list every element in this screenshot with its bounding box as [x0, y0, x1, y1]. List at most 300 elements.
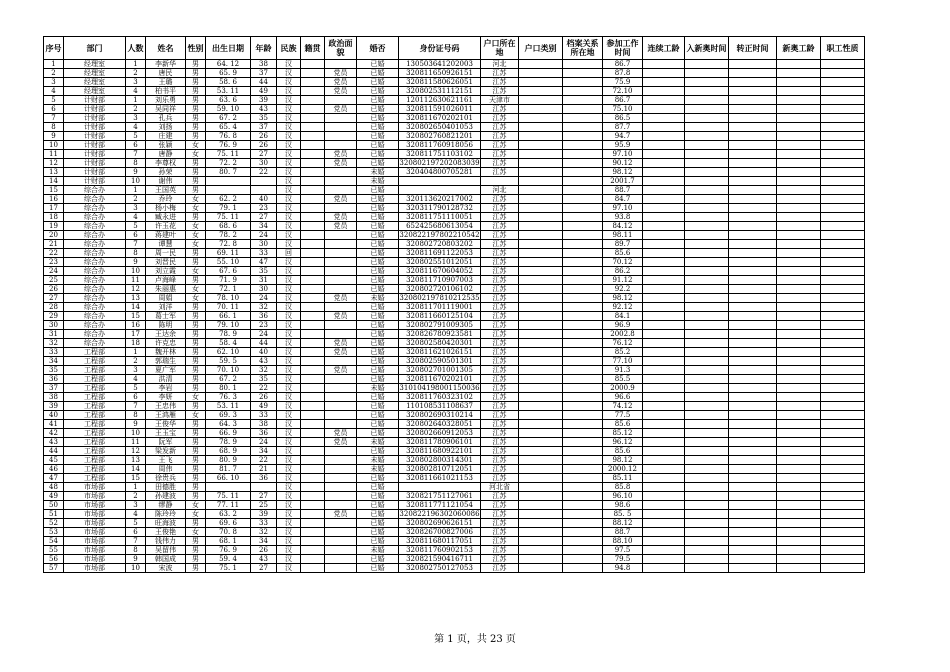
table-cell: 38: [44, 393, 64, 402]
table-cell: [301, 195, 325, 204]
table-cell: 85.6: [603, 249, 643, 258]
table-cell: [519, 114, 563, 123]
table-cell: 江苏: [481, 141, 519, 150]
table-cell: 13: [44, 168, 64, 177]
table-cell: 69. 3: [206, 411, 251, 420]
table-cell: [301, 447, 325, 456]
table-cell: 34: [251, 447, 277, 456]
table-cell: 计财部: [64, 150, 126, 159]
table-cell: [685, 240, 729, 249]
table-cell: 27: [251, 213, 277, 222]
table-cell: 男: [186, 114, 206, 123]
table-row: [44, 195, 865, 204]
table-cell: [325, 285, 357, 294]
table-cell: [821, 528, 865, 537]
table-cell: [777, 204, 821, 213]
table-cell: 汉: [277, 276, 301, 285]
table-cell: [729, 312, 777, 321]
table-cell: [301, 474, 325, 483]
table-cell: [821, 339, 865, 348]
table-cell: 汉: [277, 141, 301, 150]
table-cell: 320802590501301: [399, 357, 481, 366]
table-cell: 34: [251, 222, 277, 231]
table-cell: 11: [44, 150, 64, 159]
table-cell: 652425680613054: [399, 222, 481, 231]
table-cell: 汉: [277, 438, 301, 447]
table-cell: [777, 510, 821, 519]
table-cell: [519, 483, 563, 492]
table-row: [44, 285, 865, 294]
table-cell: 汉: [277, 384, 301, 393]
table-cell: [685, 69, 729, 78]
table-cell: [325, 330, 357, 339]
table-cell: [729, 69, 777, 78]
table-cell: 320811670202101: [399, 114, 481, 123]
table-cell: [777, 276, 821, 285]
table-cell: 2: [126, 492, 146, 501]
table-cell: [519, 240, 563, 249]
table-cell: 汉: [277, 501, 301, 510]
table-cell: 2000.12: [603, 465, 643, 474]
table-cell: 女: [186, 222, 206, 231]
table-cell: 江苏: [481, 465, 519, 474]
table-cell: 33: [251, 411, 277, 420]
table-cell: 徐贵兵: [146, 474, 186, 483]
table-cell: [519, 366, 563, 375]
table-cell: [643, 222, 685, 231]
table-cell: 23: [44, 258, 64, 267]
table-cell: 江苏: [481, 285, 519, 294]
table-cell: 5: [126, 222, 146, 231]
table-cell: [301, 96, 325, 105]
table-cell: [729, 276, 777, 285]
table-cell: [821, 87, 865, 96]
table-cell: 5: [126, 519, 146, 528]
table-cell: 计财部: [64, 168, 126, 177]
table-cell: [325, 204, 357, 213]
table-cell: 9: [126, 420, 146, 429]
table-cell: 江苏: [481, 339, 519, 348]
table-cell: 汉: [277, 492, 301, 501]
table-row: [44, 357, 865, 366]
table-cell: 已婚: [357, 393, 399, 402]
table-cell: [563, 294, 603, 303]
table-cell: 59. 4: [206, 555, 251, 564]
table-cell: [729, 483, 777, 492]
table-cell: 320822196302060086: [399, 510, 480, 518]
table-cell: 综合办: [64, 258, 126, 267]
table-cell: 江苏: [481, 555, 519, 564]
table-cell: 16: [44, 195, 64, 204]
table-cell: 工程部: [64, 348, 126, 357]
table-cell: 97.10: [603, 150, 643, 159]
table-cell: 44: [251, 78, 277, 87]
table-cell: 已婚: [357, 60, 399, 69]
table-cell: [643, 168, 685, 177]
table-cell: [519, 87, 563, 96]
table-cell: [301, 555, 325, 564]
table-cell: [729, 213, 777, 222]
table-cell: 已婚: [357, 375, 399, 384]
table-cell: 79. 1: [206, 204, 251, 213]
table-cell: [821, 294, 865, 303]
table-cell: 2: [126, 105, 146, 114]
table-cell: [821, 123, 865, 132]
table-cell: 江苏: [481, 213, 519, 222]
table-cell: 市场部: [64, 528, 126, 537]
table-cell: 工程部: [64, 456, 126, 465]
table-row: [44, 294, 865, 303]
table-cell: 80. 7: [206, 168, 251, 177]
table-cell: [729, 285, 777, 294]
table-cell: [519, 321, 563, 330]
table-cell: 男: [186, 456, 206, 465]
table-cell: 320811751110051: [399, 213, 481, 222]
table-cell: 7: [44, 114, 64, 123]
table-cell: 男: [186, 492, 206, 501]
table-cell: [301, 456, 325, 465]
table-cell: [325, 357, 357, 366]
table-cell: 96.6: [603, 393, 643, 402]
table-cell: 阮军: [146, 438, 186, 447]
table-cell: [729, 537, 777, 546]
table-cell: 江苏: [481, 420, 519, 429]
table-cell: 50: [44, 501, 64, 510]
table-cell: 已婚: [357, 348, 399, 357]
column-header: 职工性质: [821, 37, 865, 60]
table-cell: 汉: [277, 420, 301, 429]
table-cell: 李妍: [146, 393, 186, 402]
table-cell: 25: [251, 501, 277, 510]
table-cell: [685, 564, 729, 573]
table-cell: 23: [251, 321, 277, 330]
table-cell: 39: [44, 402, 64, 411]
table-cell: [685, 384, 729, 393]
table-cell: [519, 105, 563, 114]
table-cell: 蒋建叶: [146, 231, 186, 240]
table-cell: 10: [126, 267, 146, 276]
table-cell: 男: [186, 474, 206, 483]
table-cell: 37: [251, 69, 277, 78]
table-row: [44, 447, 865, 456]
table-cell: [325, 519, 357, 528]
table-cell: 21: [251, 465, 277, 474]
table-cell: [325, 393, 357, 402]
table-cell: [685, 366, 729, 375]
table-cell: [685, 393, 729, 402]
table-cell: 68. 1: [206, 537, 251, 546]
table-cell: 12: [126, 447, 146, 456]
table-cell: 江苏: [481, 528, 519, 537]
table-row: [44, 348, 865, 357]
employee-roster-table: [43, 36, 865, 573]
table-cell: 17: [126, 330, 146, 339]
table-cell: 江苏: [481, 519, 519, 528]
table-cell: [821, 240, 865, 249]
table-cell: 已婚: [357, 222, 399, 231]
table-cell: 卢海峰: [146, 276, 186, 285]
table-cell: [777, 420, 821, 429]
table-cell: 刘立霞: [146, 267, 186, 276]
table-cell: [301, 186, 325, 195]
table-cell: 已婚: [357, 141, 399, 150]
table-cell: [251, 186, 277, 195]
table-cell: 9: [126, 258, 146, 267]
table-cell: 汉: [277, 150, 301, 159]
table-cell: [519, 303, 563, 312]
table-cell: [643, 69, 685, 78]
table-cell: 1: [126, 60, 146, 69]
table-cell: [729, 564, 777, 573]
table-row: [44, 339, 865, 348]
table-cell: [563, 204, 603, 213]
table-cell: 许克忠: [146, 339, 186, 348]
table-cell: [729, 231, 777, 240]
table-cell: [777, 483, 821, 492]
table-cell: [519, 348, 563, 357]
table-cell: 梁发新: [146, 447, 186, 456]
table-cell: 男: [186, 159, 206, 168]
table-cell: 汉: [277, 267, 301, 276]
table-cell: [685, 186, 729, 195]
column-header: 参加工作时间: [603, 37, 643, 60]
table-cell: 35: [251, 375, 277, 384]
table-cell: 男: [186, 348, 206, 357]
table-cell: 计财部: [64, 105, 126, 114]
table-cell: 320802197810212535: [399, 294, 480, 302]
table-cell: 孔兵: [146, 114, 186, 123]
table-cell: 综合办: [64, 222, 126, 231]
table-cell: 2: [44, 69, 64, 78]
table-cell: 33: [251, 519, 277, 528]
table-cell: 38: [251, 420, 277, 429]
table-cell: 24: [251, 294, 277, 303]
table-cell: [777, 330, 821, 339]
table-cell: 24: [251, 330, 277, 339]
table-cell: [777, 123, 821, 132]
table-cell: [777, 447, 821, 456]
table-cell: 87.8: [603, 69, 643, 78]
table-cell: 已婚: [357, 150, 399, 159]
table-cell: [777, 366, 821, 375]
table-row: [44, 177, 865, 186]
table-cell: 男: [186, 303, 206, 312]
table-cell: 92.2: [603, 285, 643, 294]
table-cell: 男: [186, 420, 206, 429]
table-cell: 40: [251, 195, 277, 204]
table-cell: 江苏: [481, 375, 519, 384]
table-cell: 工程部: [64, 402, 126, 411]
table-cell: 吴留伟: [146, 546, 186, 555]
table-cell: 综合办: [64, 231, 126, 240]
table-cell: 30: [44, 321, 64, 330]
table-cell: [301, 375, 325, 384]
table-cell: [729, 87, 777, 96]
table-cell: [399, 177, 481, 186]
table-cell: 已婚: [357, 321, 399, 330]
table-cell: 已婚: [357, 195, 399, 204]
table-cell: 76. 9: [206, 141, 251, 150]
table-cell: [325, 384, 357, 393]
table-cell: 7: [126, 150, 146, 159]
table-cell: 6: [126, 528, 146, 537]
table-cell: [519, 420, 563, 429]
table-cell: 汉: [277, 402, 301, 411]
table-cell: [519, 393, 563, 402]
table-cell: [729, 96, 777, 105]
table-cell: 女: [186, 267, 206, 276]
table-cell: [821, 177, 865, 186]
table-row: [44, 213, 865, 222]
table-cell: 88.7: [603, 186, 643, 195]
table-cell: 62. 10: [206, 348, 251, 357]
table-cell: 工程部: [64, 438, 126, 447]
table-cell: 10: [44, 141, 64, 150]
table-cell: 310104198001150036: [399, 384, 480, 392]
table-cell: 市场部: [64, 483, 126, 492]
table-cell: 葛士军: [146, 312, 186, 321]
table-cell: 91.12: [603, 276, 643, 285]
table-cell: 67. 2: [206, 375, 251, 384]
table-cell: [643, 213, 685, 222]
table-cell: 22: [44, 249, 64, 258]
table-cell: 43: [251, 357, 277, 366]
table-cell: 39: [251, 96, 277, 105]
table-cell: [563, 69, 603, 78]
table-cell: 97.10: [603, 204, 643, 213]
table-cell: 江苏: [481, 357, 519, 366]
table-cell: [821, 492, 865, 501]
table-cell: [777, 429, 821, 438]
table-cell: [685, 429, 729, 438]
table-cell: [729, 330, 777, 339]
table-cell: 女: [186, 510, 206, 519]
table-cell: 汉: [277, 555, 301, 564]
table-cell: 98.12: [603, 168, 643, 177]
table-cell: [729, 321, 777, 330]
table-cell: 综合办: [64, 276, 126, 285]
table-cell: 已婚: [357, 510, 399, 519]
table-row: [44, 87, 865, 96]
table-cell: [563, 402, 603, 411]
table-cell: 34: [251, 537, 277, 546]
table-cell: 26: [251, 141, 277, 150]
table-cell: 5: [126, 132, 146, 141]
table-cell: [643, 150, 685, 159]
table-cell: [777, 114, 821, 123]
table-cell: [685, 105, 729, 114]
table-cell: [821, 447, 865, 456]
table-cell: 1: [126, 348, 146, 357]
table-row: [44, 204, 865, 213]
table-cell: 综合办: [64, 339, 126, 348]
table-cell: 120112630621161: [399, 96, 481, 105]
table-cell: [301, 483, 325, 492]
table-row: [44, 159, 865, 168]
table-cell: 已婚: [357, 564, 399, 573]
table-cell: 21: [44, 240, 64, 249]
table-cell: 汉: [277, 69, 301, 78]
table-cell: 未婚: [357, 465, 399, 474]
table-cell: [643, 123, 685, 132]
table-row: [44, 132, 865, 141]
table-cell: [563, 411, 603, 420]
table-cell: 谭慧: [146, 240, 186, 249]
table-cell: [729, 465, 777, 474]
table-cell: 汉: [277, 528, 301, 537]
table-cell: 江苏: [481, 276, 519, 285]
table-cell: [729, 474, 777, 483]
table-cell: 江苏: [481, 150, 519, 159]
table-cell: [563, 105, 603, 114]
table-cell: [729, 204, 777, 213]
table-cell: 河北: [481, 186, 519, 195]
table-cell: [563, 555, 603, 564]
table-cell: 江苏: [481, 78, 519, 87]
table-cell: 15: [44, 186, 64, 195]
table-cell: 女: [186, 195, 206, 204]
table-cell: 未婚: [357, 456, 399, 465]
table-cell: 党员: [325, 222, 357, 231]
table-cell: 22: [251, 168, 277, 177]
table-cell: [301, 276, 325, 285]
table-cell: 汉: [277, 258, 301, 267]
table-cell: [777, 159, 821, 168]
table-cell: 汉: [277, 222, 301, 231]
table-cell: [685, 528, 729, 537]
table-cell: 31: [44, 330, 64, 339]
table-cell: 7: [126, 240, 146, 249]
table-cell: 320802197202083039: [399, 159, 480, 167]
table-cell: 43: [251, 105, 277, 114]
table-cell: 320811710907003: [399, 276, 481, 285]
table-cell: 柏书平: [146, 87, 186, 96]
table-cell: 130503641202003: [399, 60, 481, 69]
table-cell: 已婚: [357, 249, 399, 258]
table-cell: 旺海波: [146, 519, 186, 528]
table-cell: 综合办: [64, 195, 126, 204]
table-cell: [325, 537, 357, 546]
table-cell: [519, 411, 563, 420]
table-cell: 35: [251, 114, 277, 123]
table-cell: [301, 123, 325, 132]
table-cell: [643, 501, 685, 510]
table-cell: 320802720106102: [399, 285, 481, 294]
table-cell: [643, 240, 685, 249]
table-row: [44, 474, 865, 483]
table-cell: 综合办: [64, 294, 126, 303]
table-cell: 洪清: [146, 375, 186, 384]
table-cell: 男: [186, 168, 206, 177]
table-row: [44, 537, 865, 546]
table-cell: [777, 69, 821, 78]
table-cell: [777, 519, 821, 528]
table-cell: 80. 9: [206, 456, 251, 465]
table-cell: 已婚: [357, 420, 399, 429]
table-cell: [519, 285, 563, 294]
table-cell: [563, 123, 603, 132]
table-cell: 天津市: [481, 96, 519, 105]
table-cell: 女: [186, 393, 206, 402]
table-cell: 党员: [325, 213, 357, 222]
table-cell: [685, 411, 729, 420]
table-cell: [643, 330, 685, 339]
table-cell: 江苏: [481, 366, 519, 375]
table-cell: 男: [186, 123, 206, 132]
table-cell: 45: [44, 456, 64, 465]
table-cell: 63. 2: [206, 510, 251, 519]
table-cell: 已婚: [357, 339, 399, 348]
